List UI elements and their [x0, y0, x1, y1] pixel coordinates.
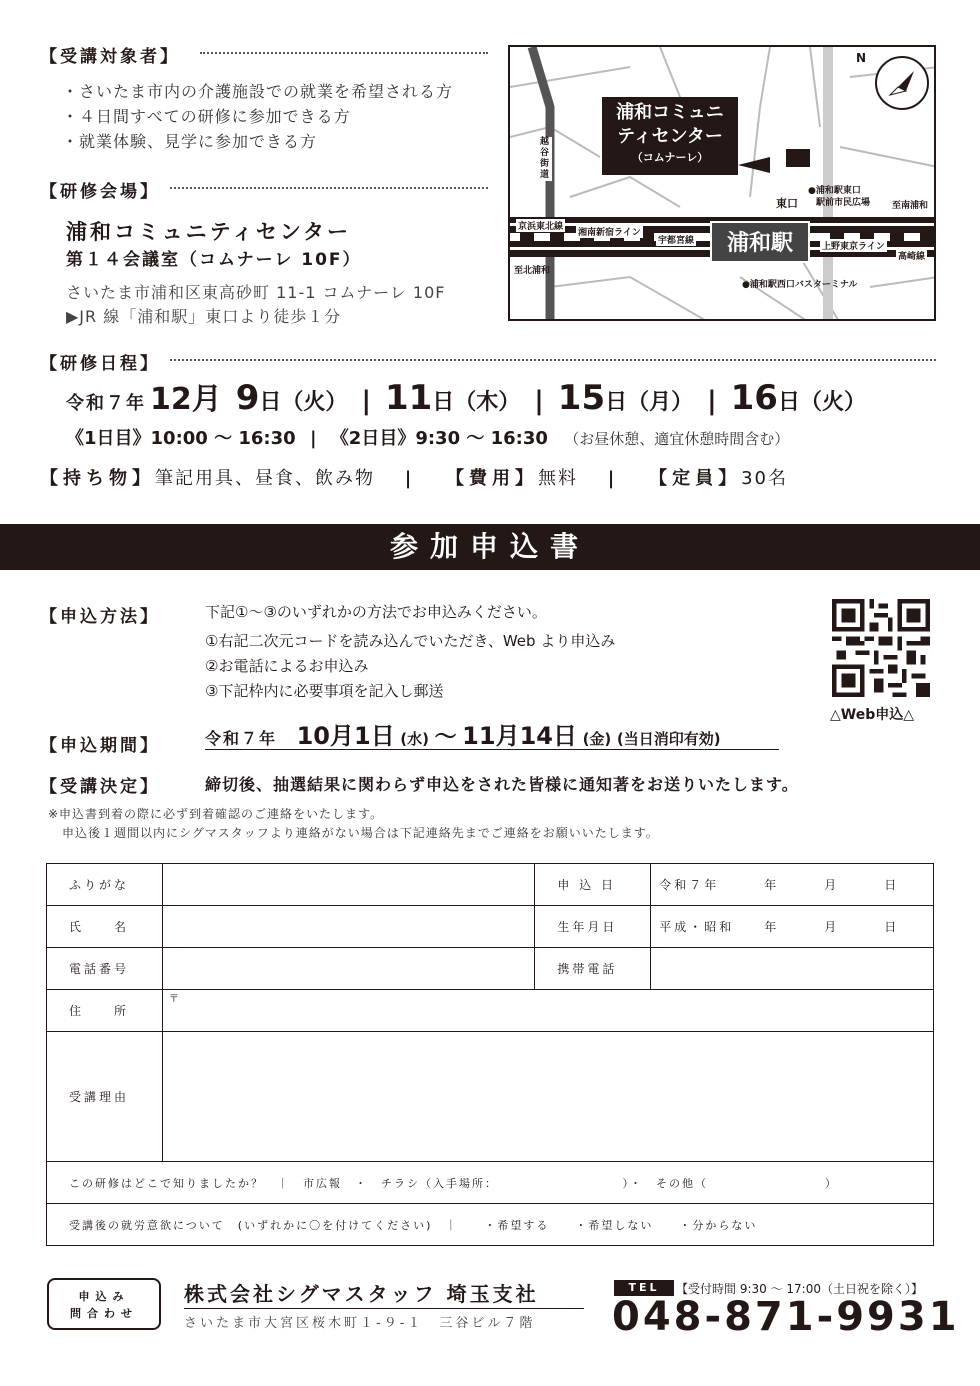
venue-room: 第１４会議室（コムナーレ 10F） — [66, 250, 362, 270]
schedule-weekday: 日（月） — [605, 390, 694, 415]
schedule-day: 15 — [557, 378, 606, 418]
plaza-label: ●浦和駅東口 — [808, 186, 861, 196]
line-label: 湘南新宿ライン — [576, 225, 643, 238]
company-address: さいたま市大宮区桜木町１-９-１ 三谷ビル７階 — [184, 1316, 536, 1331]
venue-access: ▶JR 線「浦和駅」東口より徒歩１分 — [66, 307, 342, 326]
method-item: ②お電話によるお申込み — [205, 657, 369, 675]
notes — [48, 805, 659, 843]
info-row — [40, 464, 788, 490]
schedule-separator: | — [707, 386, 717, 416]
note-line: 申込後１週間以内にシグマスタッフより連絡がない場合は下記連絡先までご連絡をお願いいたします。 — [62, 826, 659, 840]
reason-label: 受講理由 — [47, 1032, 163, 1162]
to-minami-label: 至南浦和 — [892, 201, 929, 211]
schedule-month: 12月 — [150, 382, 222, 417]
line-label: 上野東京ライン — [820, 239, 887, 252]
form-row — [47, 906, 934, 948]
fee-label: 【費用】 — [446, 468, 539, 489]
period-from-month: 10月 — [296, 722, 354, 750]
form-row — [47, 1204, 934, 1246]
schedule-weekday: 日（火） — [777, 390, 866, 415]
period-era: 令和７年 — [205, 729, 278, 748]
schedule-times — [66, 424, 789, 450]
line-label: 京浜東北線 — [516, 219, 565, 232]
map-venue-label: ティセンター — [617, 126, 723, 147]
venue-name: 浦和コミュニティセンター — [66, 220, 352, 244]
venue-address: さいたま市浦和区東高砂町 11-1 コムナーレ 10F — [66, 283, 446, 302]
tel-field[interactable] — [162, 948, 534, 990]
map-venue-label: （コムナーレ） — [631, 151, 709, 164]
divider — [200, 52, 488, 54]
target-list — [62, 79, 453, 154]
qr-caption[interactable]: △Web申込△ — [830, 707, 914, 723]
address-field[interactable] — [162, 990, 933, 1032]
form-row — [47, 1032, 934, 1162]
divider — [170, 359, 936, 361]
target-heading: 【受講対象者】 — [40, 47, 180, 67]
bus-terminal-label: ●浦和駅西口バスターミナル — [742, 280, 858, 290]
period-note: (当日消印有効) — [616, 730, 721, 748]
road-label: 越谷街道 — [540, 137, 552, 181]
mobile-label: 携帯電話 — [535, 948, 651, 990]
address-label: 住 所 — [47, 990, 163, 1032]
form-row — [47, 990, 934, 1032]
intent-question[interactable]: 受講後の就労意欲について (いずれかに〇を付けてください) ｜ ・希望する ・希望しない ・分からない — [47, 1204, 934, 1246]
to-kita-label: 至北浦和 — [514, 266, 551, 276]
note-line: ※申込書到着の際に必ず到着確認のご連絡をいたします。 — [48, 807, 384, 821]
day2-time: 《2日目》9:30 ～ 16:30 — [330, 428, 548, 449]
schedule-day: 11 — [384, 378, 433, 418]
schedule-dates — [66, 374, 866, 418]
tel-number[interactable]: 048-871-9931 — [612, 1294, 960, 1340]
info-separator: | — [404, 468, 417, 489]
schedule-day: 16 — [730, 378, 778, 418]
schedule-heading: 【研修日程】 — [40, 354, 160, 374]
name-label: 氏 名 — [47, 906, 163, 948]
east-exit-label: 東口 — [776, 197, 798, 210]
period-to-weekday: (金) — [582, 730, 612, 748]
period-to-day: 14日 — [519, 722, 577, 750]
schedule-day: 9 — [235, 378, 260, 418]
birth-field[interactable]: 平成・昭和 年 月 日 — [651, 906, 934, 948]
period-from-weekday: (水) — [400, 730, 429, 748]
day1-time: 《1日目》10:00 ～ 16:30 — [66, 428, 296, 449]
contact-label: 申込み — [78, 1290, 130, 1303]
mobile-field[interactable] — [651, 948, 934, 990]
method-label: 【申込方法】 — [40, 607, 160, 627]
apply-date-field[interactable]: 令和７年 年 月 日 — [651, 864, 934, 906]
reason-field[interactable] — [162, 1032, 933, 1162]
method-lead: 下記①～③のいずれかの方法でお申込みください。 — [205, 603, 547, 621]
application-period — [205, 716, 779, 750]
contact-label: 問合わせ — [70, 1307, 138, 1320]
schedule-weekday: 日（木） — [432, 390, 521, 415]
schedule-separator: | — [534, 386, 544, 416]
bring-label: 【持ち物】 — [40, 468, 155, 489]
time-separator: | — [309, 428, 317, 449]
form-row — [47, 1162, 934, 1204]
name-field[interactable] — [162, 906, 534, 948]
contact-badge — [47, 1278, 161, 1330]
list-item: ・就業体験、見学に参加できる方 — [62, 132, 318, 151]
list-item: ・４日間すべての研修に参加できる方 — [62, 107, 351, 126]
form-row — [47, 948, 934, 990]
furigana-label: ふりがな — [47, 864, 163, 906]
line-label: 宇都宮線 — [656, 233, 696, 246]
capacity-label: 【定員】 — [649, 468, 742, 489]
schedule-separator: | — [361, 386, 371, 416]
map-venue-box — [602, 97, 738, 175]
period-label: 【申込期間】 — [40, 736, 160, 756]
method-text — [205, 600, 615, 704]
fee-value: 無料 — [538, 468, 579, 489]
period-tilde: ～ — [434, 725, 457, 750]
map-venue-label: 浦和コミュニ — [616, 102, 724, 123]
schedule-weekday: 日（火） — [259, 390, 348, 415]
period-from-day: 1日 — [354, 722, 395, 750]
source-question[interactable]: この研修はどこで知りましたか？ ｜ 市広報 ・ チラシ（入手場所： ）・ その他（ ） — [47, 1162, 934, 1204]
map-streets — [510, 47, 936, 321]
company-name: 株式会社シグマスタッフ 埼玉支社 — [184, 1282, 539, 1306]
tel-hours: 【受付時間 9:30 ～ 17:00（土日祝を除く）】 — [676, 1282, 923, 1296]
schedule-era: 令和７年 — [66, 393, 146, 414]
plaza-label: 駅前市民広場 — [816, 198, 871, 208]
furigana-field[interactable] — [162, 864, 534, 906]
list-item: ・さいたま市内の介護施設での就業を希望される方 — [62, 82, 454, 101]
apply-date-label: 申 込 日 — [535, 864, 651, 906]
break-note: （お昼休憩、適宜休憩時間含む） — [564, 430, 790, 448]
method-item: ③下記枠内に必要事項を記入し郵送 — [205, 682, 444, 700]
access-map — [508, 45, 936, 321]
capacity-value: 30名 — [741, 468, 788, 489]
decision-label: 【受講決定】 — [40, 777, 160, 797]
application-form — [46, 863, 934, 1246]
north-label: N — [856, 51, 867, 65]
venue-heading: 【研修会場】 — [40, 182, 160, 202]
tel-label: 電話番号 — [47, 948, 163, 990]
qr-code[interactable] — [832, 599, 930, 697]
info-separator: | — [607, 468, 620, 489]
form-row — [47, 864, 934, 906]
postal-mark: 〒 — [168, 994, 182, 1005]
application-banner: 参加申込書 — [0, 524, 980, 570]
method-item: ①右記二次元コードを読み込んでいただき、Web より申込み — [205, 632, 616, 650]
period-to-month: 11月 — [462, 722, 520, 750]
station-label: 浦和駅 — [710, 221, 810, 263]
line-label: 高崎線 — [896, 249, 927, 262]
birth-label: 生年月日 — [535, 906, 651, 948]
decision-text: 締切後、抽選結果に関わらず申込をされた皆様に通知著をお送りいたします。 — [205, 775, 799, 794]
bring-value: 筆記用具、昼食、飲み物 — [155, 468, 375, 489]
tel-badge: TEL — [614, 1280, 674, 1296]
divider — [170, 187, 488, 189]
